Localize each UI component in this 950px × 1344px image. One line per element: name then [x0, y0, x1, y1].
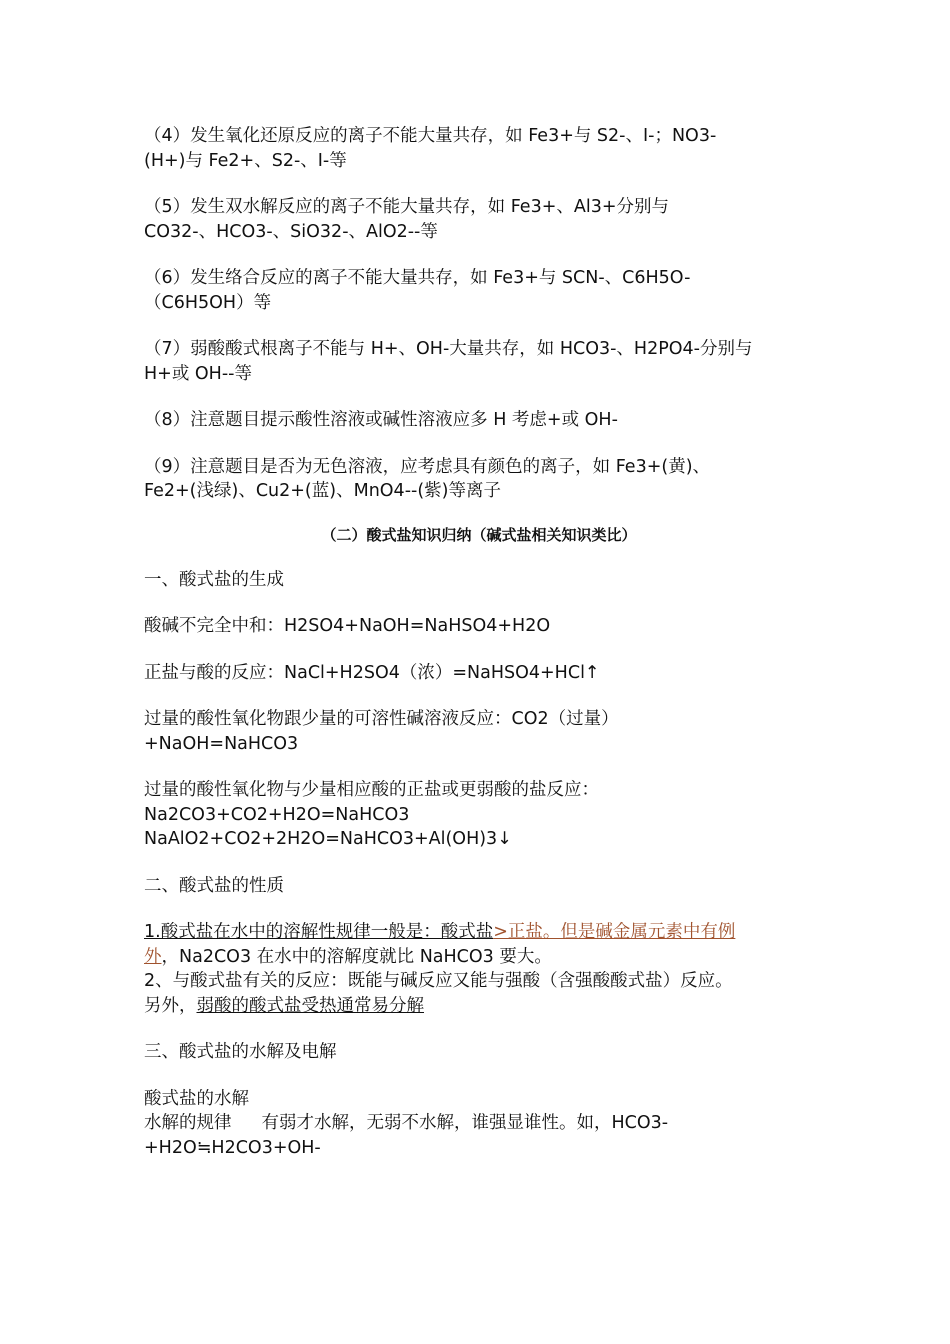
paragraph-acidic-oxide-base [144, 707, 814, 756]
properties-line-4 [144, 994, 814, 1019]
properties-line-2 [144, 945, 814, 970]
list-item [144, 337, 814, 386]
section-title-generation: 一、酸式盐的生成 [144, 569, 284, 590]
section-title-hydrolysis: 三、酸式盐的水解及电解 [144, 1042, 337, 1062]
item-6-line-2: （C6H5OH）等 [144, 292, 272, 313]
paragraph-salt-acid: 正盐与酸的反应：NaCl+H2SO4（浓）=NaHSO4+HCl↑ [144, 662, 600, 683]
section-heading: （二）酸式盐知识归纳（碱式盐相关知识类比） [321, 525, 637, 544]
item-6-line-1: （6）发生络合反应的离子不能大量共存，如 Fe3+与 SCN-、C6H5O- [144, 268, 691, 288]
equation-line: Na2CO3+CO2+H2O=NaHCO3 [144, 804, 410, 825]
highlighted-text: >正盐。但是碱金属元素中有例 [493, 922, 736, 942]
properties-line-3: 2、与酸式盐有关的反应：既能与碱反应又能与强酸（含强酸酸式盐）反应。 [144, 971, 733, 991]
underlined-text: 弱酸的酸式盐受热通常易分解 [196, 995, 424, 1016]
rule-text: 有弱才水解，无弱不水解，谁强显谁性。如，HCO3- [261, 1113, 669, 1133]
document-body [144, 124, 814, 1160]
item-7-line-1: （7）弱酸酸式根离子不能与 H+、OH-大量共存，如 HCO3-、H2PO4-分别与 [144, 339, 753, 359]
section-title-properties: 二、酸式盐的性质 [144, 875, 284, 896]
paragraph-line: +NaOH=NaHCO3 [144, 733, 299, 754]
item-4-line-1: （4）发生氧化还原反应的离子不能大量共存，如 Fe3+与 S2-、I-；NO3- [144, 126, 717, 146]
item-9-line-2: Fe2+(浅绿)、Cu2+(蓝)、MnO4--(紫)等离子 [144, 481, 501, 501]
properties-line-1 [144, 920, 814, 945]
list-item [144, 266, 814, 315]
hydrolysis-rule-line-1 [144, 1111, 814, 1136]
paragraph-line: 过量的酸性氧化物与少量相应酸的正盐或更弱酸的盐反应： [144, 780, 599, 800]
item-8-line-1: （8）注意题目提示酸性溶液或碱性溶液应多 H 考虑+或 OH- [144, 410, 618, 430]
paragraph-acidic-oxide-salt [144, 778, 814, 852]
list-item [144, 455, 814, 504]
paragraph-hydrolysis [144, 1087, 814, 1161]
item-4-line-2: (H+)与 Fe2+、S2-、I-等 [144, 150, 347, 171]
item-5-line-1: （5）发生双水解反应的离子不能大量共存，如 Fe3+、Al3+分别与 [144, 197, 669, 217]
list-item [144, 124, 814, 173]
equation-line: NaAlO2+CO2+2H2O=NaHCO3+Al(OH)3↓ [144, 829, 512, 849]
rule-label: 水解的规律 [144, 1113, 232, 1133]
subheading-hydrolysis: 酸式盐的水解 [144, 1088, 249, 1109]
list-item [144, 408, 814, 433]
item-9-line-1: （9）注意题目是否为无色溶液，应考虑具有颜色的离子，如 Fe3+(黄)、 [144, 456, 711, 477]
paragraph-neutralization: 酸碱不完全中和：H2SO4+NaOH=NaHSO4+H2O [144, 616, 551, 636]
paragraph-line: 过量的酸性氧化物跟少量的可溶性碱溶液反应：CO2（过量） [144, 709, 619, 729]
paragraph-properties [144, 920, 814, 1018]
plain-text: 另外， [144, 995, 197, 1016]
hydrolysis-rule-line-2: +H2O≒H2CO3+OH- [144, 1137, 321, 1158]
highlighted-text: 外 [144, 946, 162, 967]
item-5-line-2: CO32-、HCO3-、SiO32-、AlO2--等 [144, 221, 438, 242]
plain-text: ，Na2CO3 在水中的溶解度就比 NaHCO3 要大。 [161, 946, 552, 967]
list-item [144, 195, 814, 244]
item-7-line-2: H+或 OH--等 [144, 363, 252, 384]
underlined-text: 1.酸式盐在水中的溶解性规律一般是：酸式盐 [144, 922, 494, 942]
